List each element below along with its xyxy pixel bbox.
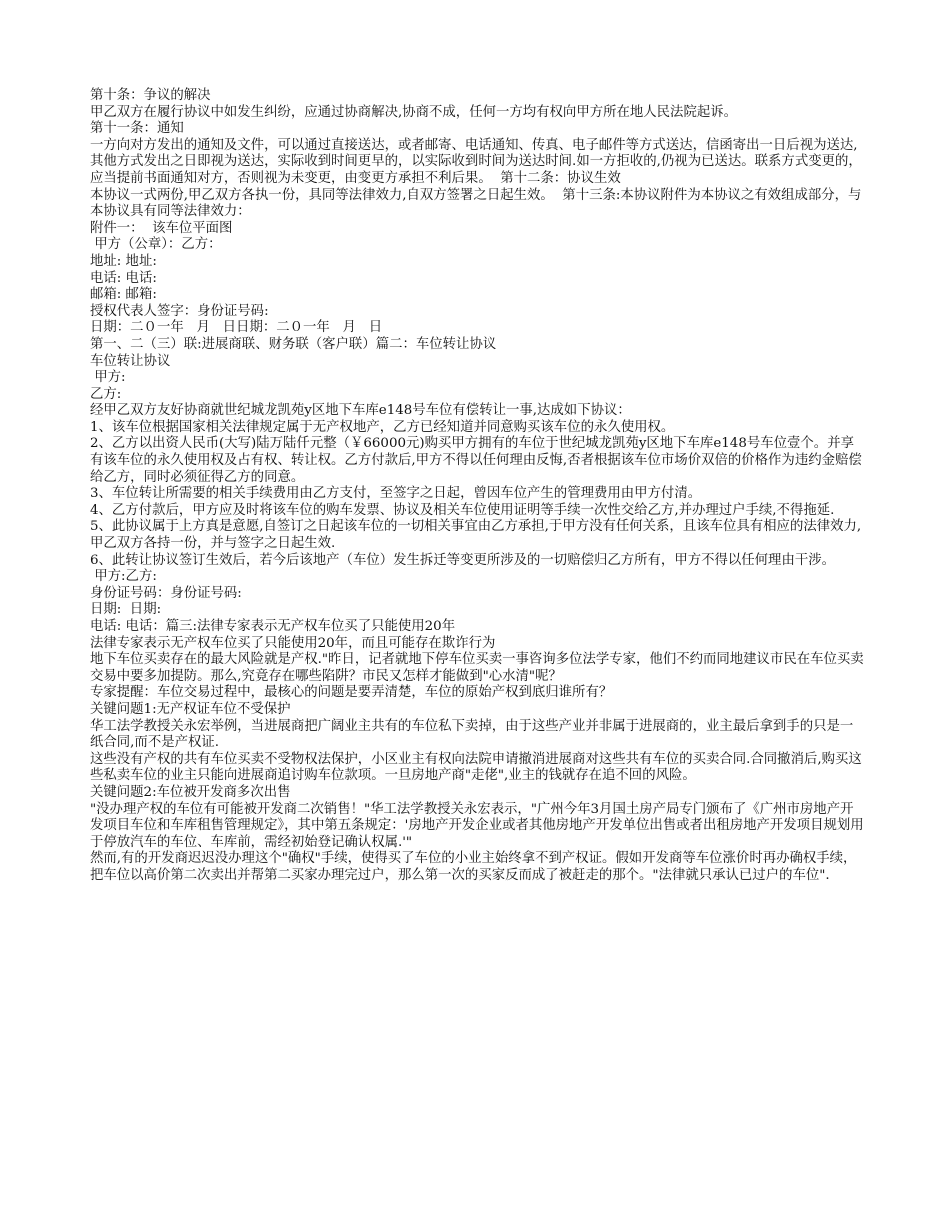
paragraph: 经甲乙双方友好协商就世纪城龙凯苑y区地下车库e148号车位有偿转让一事,达成如下协议： bbox=[90, 403, 631, 419]
phone-line: 电话: 电话: bbox=[90, 270, 157, 286]
clause-item: 6、此转让协议签订生效后，若今后该地产（车位）发生拆迁等变更所涉及的一切赔偿归乙方所有，甲方不得以任何理由干涉。 bbox=[90, 552, 835, 568]
paragraph: 甲乙双方在履行协议中如发生纠纷，应通过协商解决,协商不成，任何一方均有权向甲方所在地人民法院起诉。 bbox=[90, 104, 738, 120]
clause-item: 2、乙方以出资人民币(大写)陆万陆仟元整（￥66000元)购买甲方拥有的车位于世纪城龙凯苑y区地下车库e148号车位壹个。并享有该车位的永久使用权及占有权、转让权。乙方付款后,甲方不得以任何理由反悔,否者根据该车位市场价双倍的价格作为违约金赔偿给乙方，同时必须征得乙方的同意。 bbox=[90, 436, 862, 485]
heading-article-11: 第十一条：通知 bbox=[90, 121, 184, 137]
clause-item: 5、此协议属于上方真是意愿,自签订之日起该车位的一切相关事宜由乙方承担,于甲方没有任何关系，且该车位具有相应的法律效力,甲乙双方各持一份，并与签字之日起生效. bbox=[90, 519, 862, 552]
paragraph: 这些没有产权的共有车位买卖不受物权法保护，小区业主有权向法院申请撤消进展商对这些共有车位的买卖合同.合同撤消后,购买这些私卖车位的业主只能向进展商追讨购车位款项。一旦房地产商"走佬",业主的钱就存在追不回的风险。 bbox=[90, 751, 862, 784]
paragraph: 一方向对方发出的通知及文件，可以通过直接送达，或者邮寄、电话通知、传真、电子邮件等方式送达，信函寄出一日后视为送达,其他方式发出之日即视为送达，实际收到时间更早的，以实际收到时间为送达时间.如一方拒收的,仍视为已送达。联系方式变更的，应当提前书面通知对方，否则视为未变更，由变更方承担不利后果。 第十二条：协议生效 bbox=[90, 137, 862, 186]
paragraph: 本协议一式两份,甲乙双方各执一份，具同等法律效力,自双方签署之日起生效。 第十三条:本协议附件为本协议之有效组成部分，与本协议具有同等法律效力： bbox=[90, 187, 862, 220]
id-number-line: 身份证号码：身份证号码: bbox=[90, 585, 242, 601]
authorized-signature-line: 授权代表人签字：身份证号码: bbox=[90, 303, 269, 319]
clause-item: 1、该车位根据国家相关法律规定属于无产权地产，乙方已经知道并同意购买该车位的永久使用权。 bbox=[90, 419, 675, 435]
paragraph: "没办理产权的车位有可能被开发商二次销售！"华工法学教授关永宏表示，"广州今年3月国土房产局专门颁布了《广州市房地产开发项目车位和车库租售管理规定》，其中第五条规定：'房地产开发企业或者其他房地产开发单位出售或者出租房地产开发项目规划用于停放汽车的车位、车库前，需经初始登记确认权属.'" bbox=[90, 801, 864, 850]
date-line: 日期：二０一年 月 日日期：二０一年 月 日 bbox=[90, 320, 383, 336]
document-body bbox=[90, 88, 865, 885]
signature-line: 甲方:乙方: bbox=[90, 569, 157, 585]
paragraph: 专家提醒：车位交易过程中，最核心的问题是要弄清楚，车位的原始产权到底归谁所有？ bbox=[90, 685, 613, 701]
clause-item: 4、乙方付款后，甲方应及时将该车位的购车发票、协议及相关车位使用证明等手续一次性交给乙方,并办理过户手续,不得拖延. bbox=[90, 502, 835, 518]
paragraph: 华工法学教授关永宏举例，当进展商把广阔业主共有的车位私下卖掉，由于这些产业并非属于进展商的，业主最后拿到手的只是一纸合同,而不是产权证. bbox=[90, 718, 854, 751]
address-line: 地址: 地址: bbox=[90, 253, 157, 269]
section-title: 车位转让协议 bbox=[90, 353, 171, 369]
key-issue-heading: 关键问题1:无产权证车位不受保护 bbox=[90, 701, 291, 717]
date-line: 日期: 日期: bbox=[90, 602, 162, 618]
signature-line: 甲方（公章）：乙方： bbox=[90, 237, 222, 253]
clause-item: 3、车位转让所需要的相关手续费用由乙方支付，至签字之日起，曾因车位产生的管理费用由甲方付清。 bbox=[90, 486, 702, 502]
paragraph: 法律专家表示无产权车位买了只能使用20年，而且可能存在欺诈行为 bbox=[90, 635, 496, 651]
party-b-line: 乙方: bbox=[90, 386, 122, 402]
heading-article-10: 第十条：争议的解决 bbox=[90, 88, 211, 103]
email-line: 邮箱: 邮箱: bbox=[90, 287, 157, 303]
phone-line: 电话: 电话：篇三:法律专家表示无产权车位买了只能使用20年 bbox=[90, 619, 456, 634]
copies-line: 第一、二（三）联:进展商联、财务联（客户联）篇二：车位转让协议 bbox=[90, 336, 497, 352]
attachment-line: 附件一： 该车位平面图 bbox=[90, 220, 233, 236]
key-issue-heading: 关键问题2:车位被开发商多次出售 bbox=[90, 784, 291, 800]
party-a-line: 甲方: bbox=[90, 370, 126, 386]
paragraph: 然而,有的开发商迟迟没办理这个"确权"手续，使得买了车位的小业主始终拿不到产权证。假如开发商等车位涨价时再办确权手续，把车位以高价第二次卖出并帮第二买家办理完过户，那么第一次的买家反而成了被赶走的那个。"法律就只承认已过户的车位". bbox=[90, 851, 857, 883]
paragraph: 地下车位买卖存在的最大风险就是产权."昨日，记者就地下停车位买卖一事咨询多位法学专家，他们不约而同地建议市民在车位买卖交易中要多加提防。那么,究竟存在哪些陷阱？市民又怎样才能做到"心水清"呢？ bbox=[90, 652, 864, 684]
